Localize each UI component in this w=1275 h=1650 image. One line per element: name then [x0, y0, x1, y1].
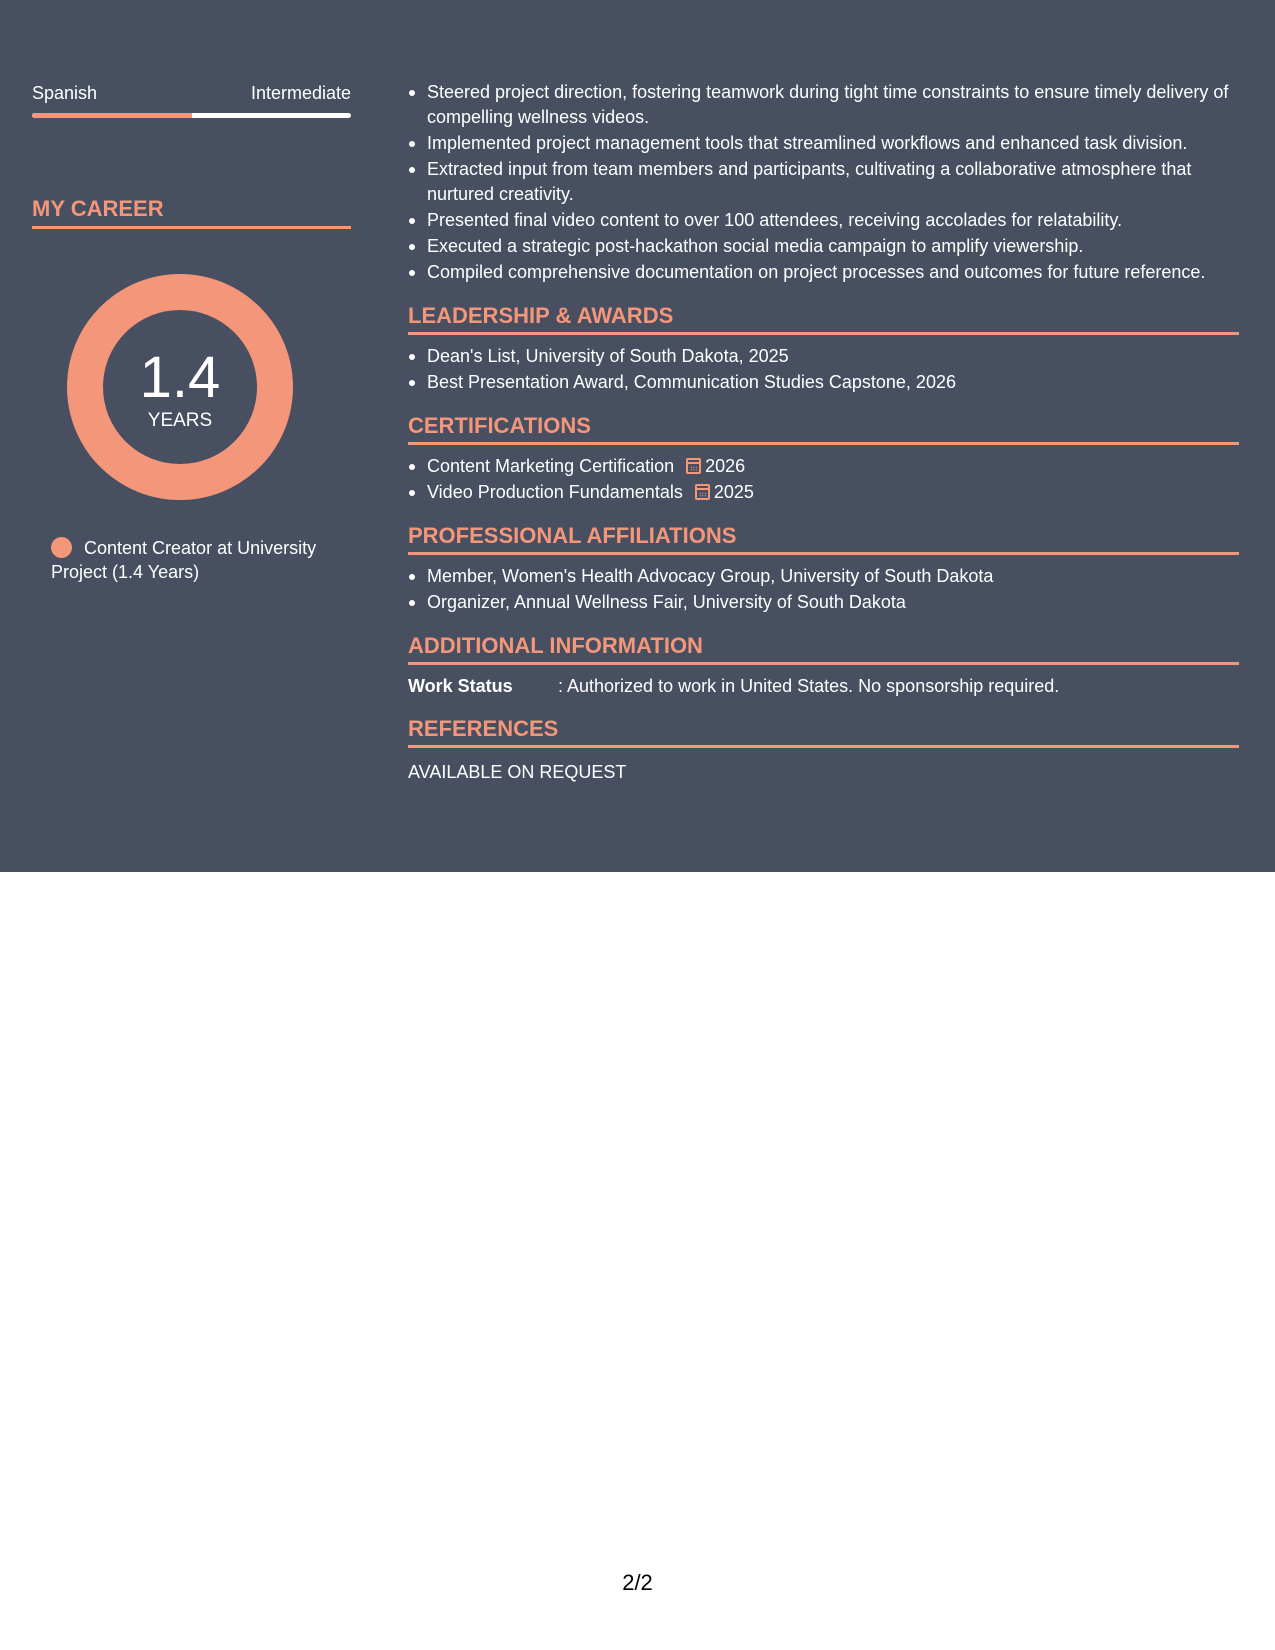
certification-name: Video Production Fundamentals: [427, 482, 683, 502]
certification-year: 2026: [705, 456, 746, 476]
leadership-list: [408, 344, 1239, 395]
legend-dot-icon: [51, 537, 72, 558]
language-name: Spanish: [32, 83, 98, 103]
work-status-row: [408, 674, 1239, 698]
language-row-spanish: [32, 82, 351, 104]
leadership-item: Best Presentation Award, Communication Studies Capstone, 2026: [408, 370, 1239, 395]
additional-info-heading: ADDITIONAL INFORMATION: [408, 633, 1239, 665]
career-total-unit: YEARS: [147, 410, 213, 431]
work-status-label: Work Status: [408, 676, 513, 696]
affiliations-list: [408, 564, 1239, 615]
experience-bullet: Extracted input from team members and participants, cultivating a collaborative atmosphere that nurtured creativity.: [408, 157, 1239, 207]
right-column: [408, 80, 1239, 784]
page-number: 2/2: [622, 1570, 653, 1595]
certifications-list: [408, 454, 1239, 505]
calendar-icon: [686, 458, 701, 474]
certifications-heading: CERTIFICATIONS: [408, 413, 1239, 445]
language-level: Intermediate: [250, 83, 351, 103]
career-total-value: 1.4: [139, 345, 221, 410]
experience-bullet: Executed a strategic post-hackathon social media campaign to amplify viewership.: [408, 234, 1239, 259]
language-proficiency-fill: [32, 113, 192, 118]
certification-year: 2025: [713, 482, 754, 502]
references-text: AVAILABLE ON REQUEST: [408, 762, 627, 782]
leadership-heading: LEADERSHIP & AWARDS: [408, 303, 1239, 335]
column-divider: [382, 0, 383, 872]
experience-bullet-list: [408, 80, 1239, 285]
references-heading: REFERENCES: [408, 716, 1239, 748]
career-legend-label: Content Creator at University Project (1.4 Years): [51, 538, 317, 582]
language-proficiency-bar: [32, 113, 351, 118]
calendar-icon: [695, 484, 710, 500]
experience-bullet: Implemented project management tools that streamlined workflows and enhanced task division.: [408, 131, 1239, 156]
certification-name: Content Marketing Certification: [427, 456, 675, 476]
affiliation-item: Member, Women's Health Advocacy Group, University of South Dakota: [408, 564, 1239, 589]
career-legend-item: [51, 536, 351, 584]
affiliations-heading: PROFESSIONAL AFFILIATIONS: [408, 523, 1239, 555]
career-heading: MY CAREER: [32, 196, 351, 229]
certification-date: [695, 482, 754, 502]
experience-bullet: Compiled comprehensive documentation on project processes and outcomes for future reference.: [408, 260, 1239, 285]
affiliation-item: Organizer, Annual Wellness Fair, University of South Dakota: [408, 590, 1239, 615]
experience-bullet: Presented final video content to over 100 attendees, receiving accolades for relatability.: [408, 208, 1239, 233]
certification-date: [686, 456, 745, 476]
leadership-item: Dean's List, University of South Dakota, 2025: [408, 344, 1239, 369]
certification-item: [408, 480, 1239, 505]
experience-bullet: Steered project direction, fostering teamwork during tight time constraints to ensure timely delivery of compelling wellness videos.: [408, 80, 1239, 130]
work-status-value: : Authorized to work in United States. No sponsorship required.: [558, 676, 1060, 696]
certification-item: [408, 454, 1239, 479]
